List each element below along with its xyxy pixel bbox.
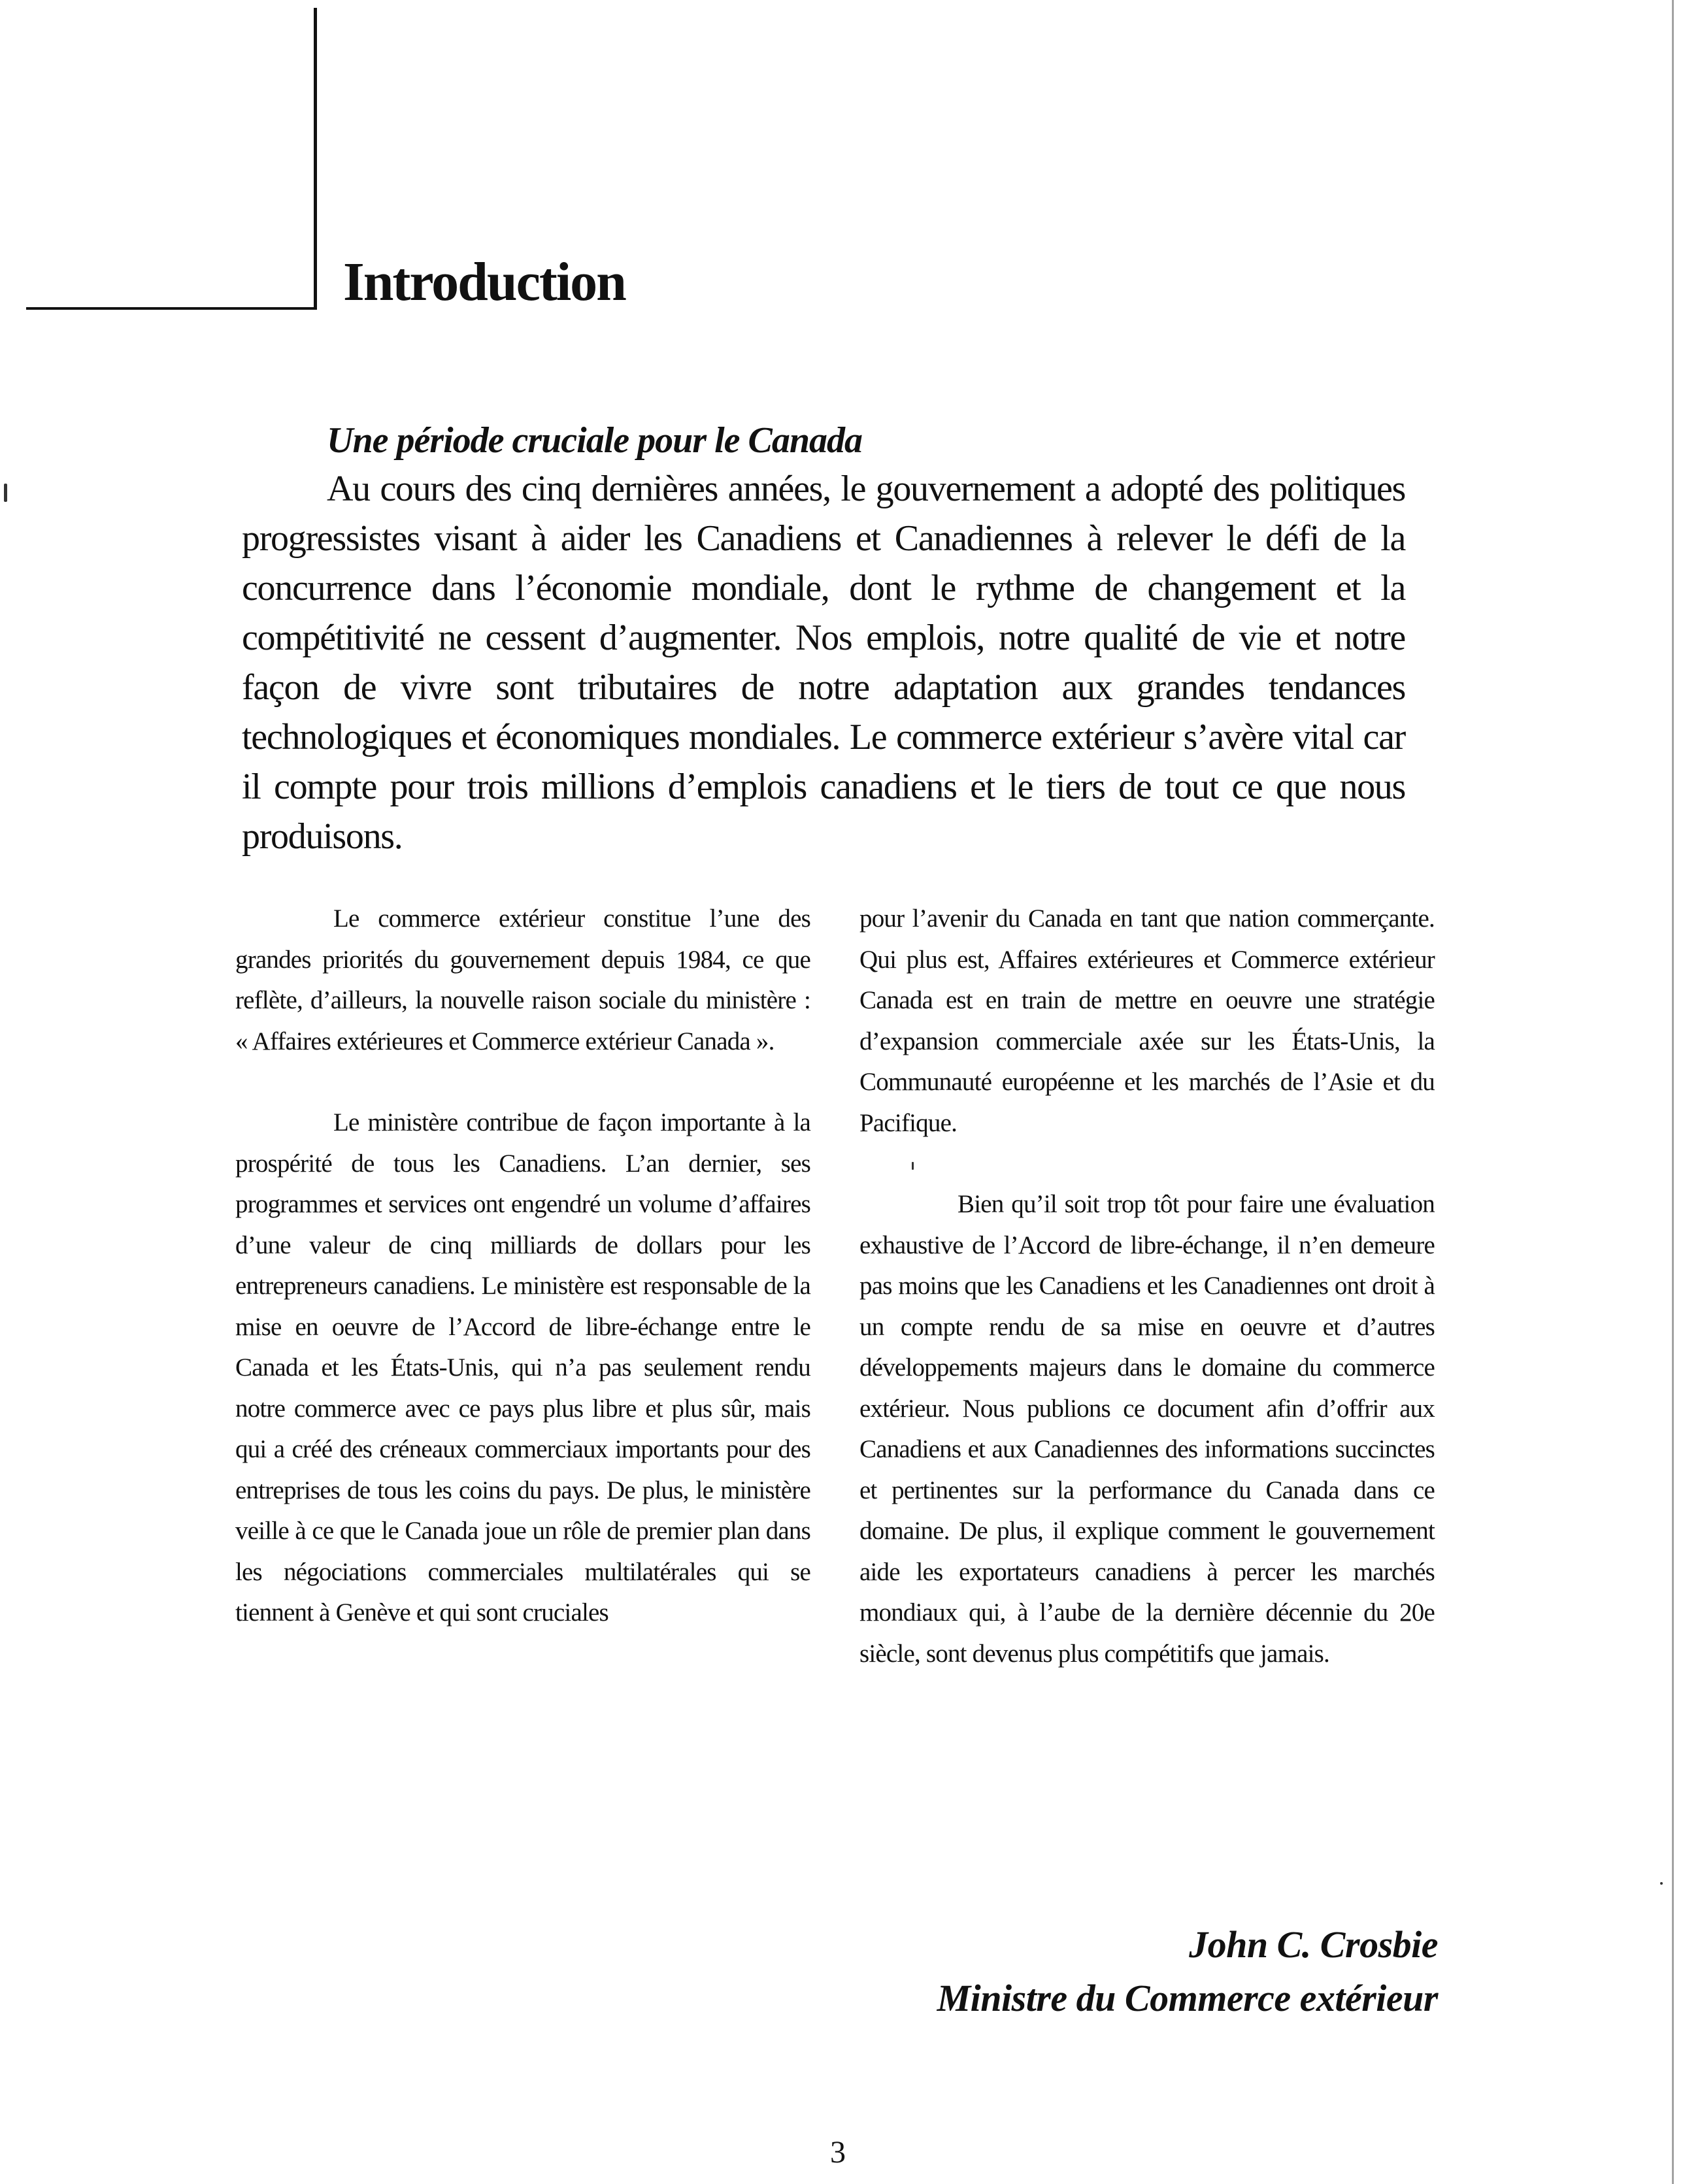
body-paragraph: Le ministère contribue de façon importante à la prospérité de tous les Canadiens. L’an dernier, ses programmes et services ont engendré un volume d’affaires d’une valeur de cinq milliards de dollars pour les entrepreneurs canadiens. Le ministère est responsable de la mise en oeuvre de l’Accord de libre-échange entre le Canada et les États-Unis, qui n’a pas seulement rendu notre commerce avec ce pays plus libre et plus sûr, mais qui a créé des créneaux commerciaux importants pour des entreprises de tous les coins du pays. De plus, le ministère veille à ce que le Canada joue un rôle de premier plan dans les négociations commerciales multilatérales qui se tiennent à Genève et qui sont cruciales xyxy=(235,1108,810,1627)
body-paragraph: Le commerce extérieur constitue l’une des grandes priorités du gouvernement depuis 1984, ce que reflète, d’ailleurs, la nouvelle raison sociale du ministère : « Affaires extérieures et Commerce extérieur Canada ». xyxy=(235,904,810,1055)
lead-paragraph: Au cours des cinq dernières années, le gouvernement a adopté des politiques progressistes visant à aider les Canadiens et Canadiennes à relever le défi de la concurrence dans l’économie mondiale, dont le rythme de changement et la compétitivité ne cessent d’augmenter. Nos emplois, notre qualité de vie et notre façon de vivre sont tributaires de notre adaptation aux grandes tendances technologiques et économiques mondiales. Le commerce extérieur s’avère vital car il compte pour trois millions d’emplois canadiens et le tiers de tout ce que nous produisons. xyxy=(242,469,1405,857)
signature-name: John C. Crosbie xyxy=(1189,1923,1438,1966)
body-paragraph: Bien qu’il soit trop tôt pour faire une évaluation exhaustive de l’Accord de libre-échange, il n’en demeure pas moins que les Canadiens et les Canadiennes ont droit à un compte rendu de sa mise en oeuvre et d’autres développements majeurs dans le domaine du commerce extérieur. Nous publions ce document afin d’offrir aux Canadiens et aux Canadiennes des informations succinctes et pertinentes sur la performance du Canada dans ce domaine. De plus, il explique comment le gouvernement aide les exportateurs canadiens à percer les marchés mondiaux qui, à l’aube de la dernière décennie du 20e siècle, sont devenus plus compétitifs que jamais. xyxy=(859,1190,1435,1668)
scan-speck xyxy=(4,484,7,502)
section-subtitle: Une période cruciale pour le Canada xyxy=(327,420,862,461)
page-number: 3 xyxy=(830,2135,846,2170)
signature-role: Ministre du Commerce extérieur xyxy=(937,1977,1438,2019)
horizontal-rule xyxy=(26,307,317,310)
intro-lead xyxy=(242,417,1405,861)
vertical-rule xyxy=(314,8,317,310)
left-column xyxy=(235,899,810,1634)
body-paragraph: pour l’avenir du Canada en tant que nation commerçante. Qui plus est, Affaires extérieures et Commerce extérieur Canada est en train de mettre en oeuvre une stratégie d’expansion commerciale axée sur les États-Unis, la Communauté européenne et les marchés de l’Asie et du Pacifique. xyxy=(859,904,1435,1137)
scan-edge-line xyxy=(1672,0,1674,2184)
page-title: Introduction xyxy=(343,252,625,312)
right-column xyxy=(859,899,1435,1674)
signature-block xyxy=(937,1918,1438,2025)
scan-speck xyxy=(1660,1882,1663,1885)
